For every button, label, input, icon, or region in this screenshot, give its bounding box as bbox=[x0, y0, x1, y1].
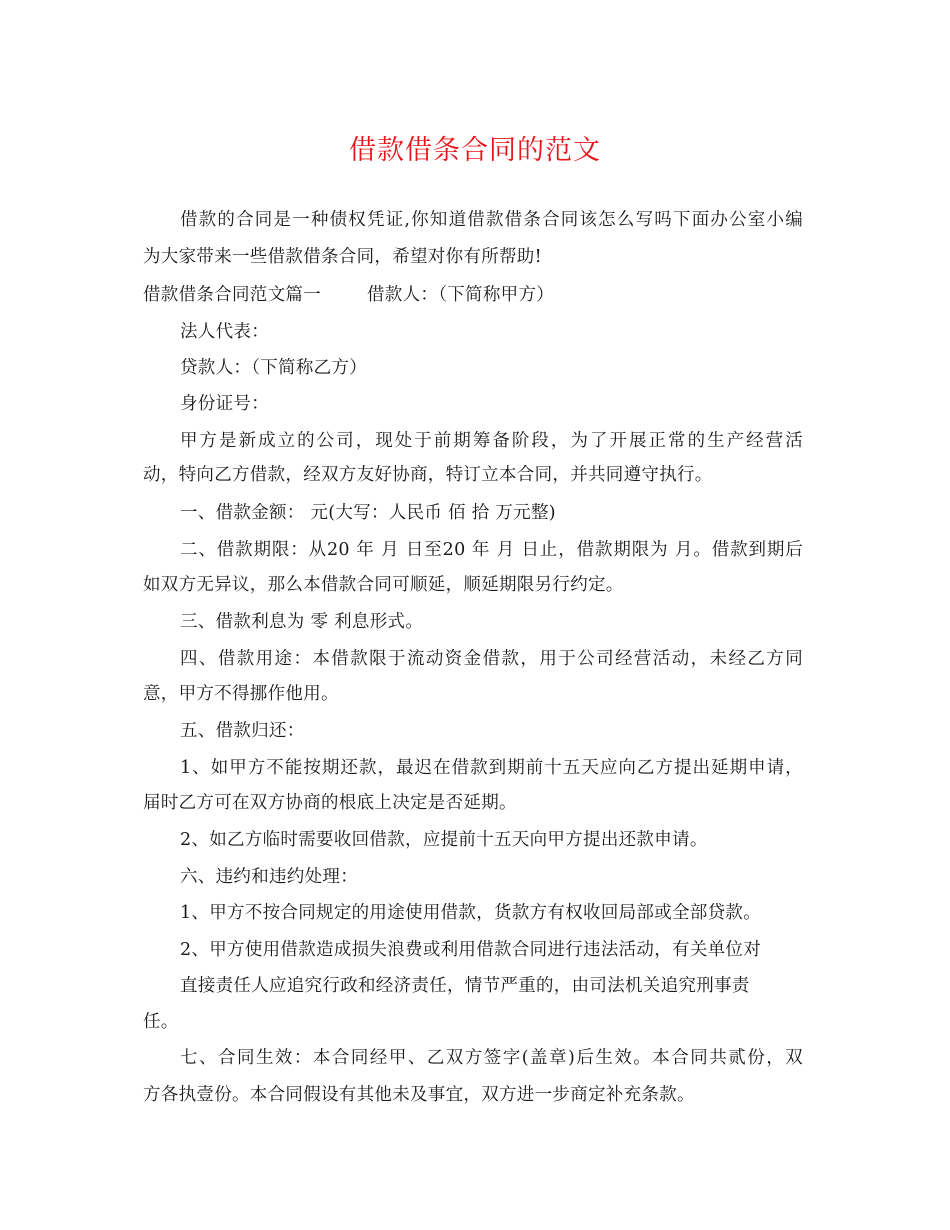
borrower-field: 借款人：（下简称甲方） bbox=[367, 285, 555, 305]
clause-4-line-2: 意，甲方不得挪作他用。 bbox=[143, 684, 339, 704]
intro-line-1: 借款的合同是一种债权凭证,你知道借款借条合同该怎么写吗下面办公室小编 bbox=[180, 210, 803, 230]
clause-5-2: 2、如乙方临时需要收回借款，应提前十五天向甲方提出还款申请。 bbox=[180, 830, 708, 850]
clause-7-line-2: 方各执壹份。本合同假设有其他未及事宜，双方进一步商定补充条款。 bbox=[143, 1085, 695, 1105]
clause-5: 五、借款归还： bbox=[180, 721, 305, 741]
section-heading-row bbox=[143, 283, 554, 307]
clause-2-line-1: 二、借款期限：从20 年 月 日至20 年 月 日止，借款期限为 月。借款到期后 bbox=[180, 540, 803, 560]
clause-2-line-2: 如双方无异议，那么本借款合同可顺延，顺延期限另行约定。 bbox=[143, 575, 624, 595]
purpose-line-1: 甲方是新成立的公司，现处于前期筹备阶段，为了开展正常的生产经营活 bbox=[180, 431, 803, 451]
id-number-field: 身份证号： bbox=[180, 394, 269, 414]
clause-6-1: 1、甲方不按合同规定的用途使用借款，货款方有权收回局部或全部贷款。 bbox=[180, 903, 762, 923]
clause-5-1-line-2: 届时乙方可在双方协商的根底上决定是否延期。 bbox=[143, 793, 517, 813]
section-heading: 借款借条合同范文篇一 bbox=[143, 285, 321, 305]
document-title: 借款借条合同的范文 bbox=[349, 135, 601, 166]
clause-6: 六、违约和违约处理： bbox=[180, 867, 358, 887]
clause-4-line-1: 四、借款用途：本借款限于流动资金借款，用于公司经营活动，未经乙方同 bbox=[180, 649, 803, 669]
clause-6-2-line-2: 直接责任人应追究行政和经济责任，情节严重的，由司法机关追究刑事责 bbox=[180, 976, 750, 996]
clause-5-1-line-1: 1、如甲方不能按期还款，最迟在借款到期前十五天应向乙方提出延期申请， bbox=[180, 758, 803, 778]
lender-field: 贷款人：（下简称乙方） bbox=[180, 358, 368, 378]
clause-1: 一、借款金额： 元(大写：人民币 佰 拾 万元整) bbox=[180, 503, 556, 523]
intro-line-2: 为大家带来一些借款借条合同，希望对你有所帮助! bbox=[143, 247, 542, 267]
legal-rep-field: 法人代表： bbox=[180, 322, 269, 342]
clause-6-2-line-1: 2、甲方使用借款造成损失浪费或利用借款合同进行违法活动，有关单位对 bbox=[180, 940, 762, 960]
purpose-line-2: 动，特向乙方借款，经双方友好协商，特订立本合同，并共同遵守执行。 bbox=[143, 465, 713, 485]
clause-3: 三、借款利息为 零 利息形式。 bbox=[180, 612, 424, 632]
clause-6-2-line-3: 任。 bbox=[143, 1012, 179, 1032]
clause-7-line-1: 七、合同生效：本合同经甲、乙双方签字(盖章)后生效。本合同共贰份，双 bbox=[180, 1048, 803, 1068]
